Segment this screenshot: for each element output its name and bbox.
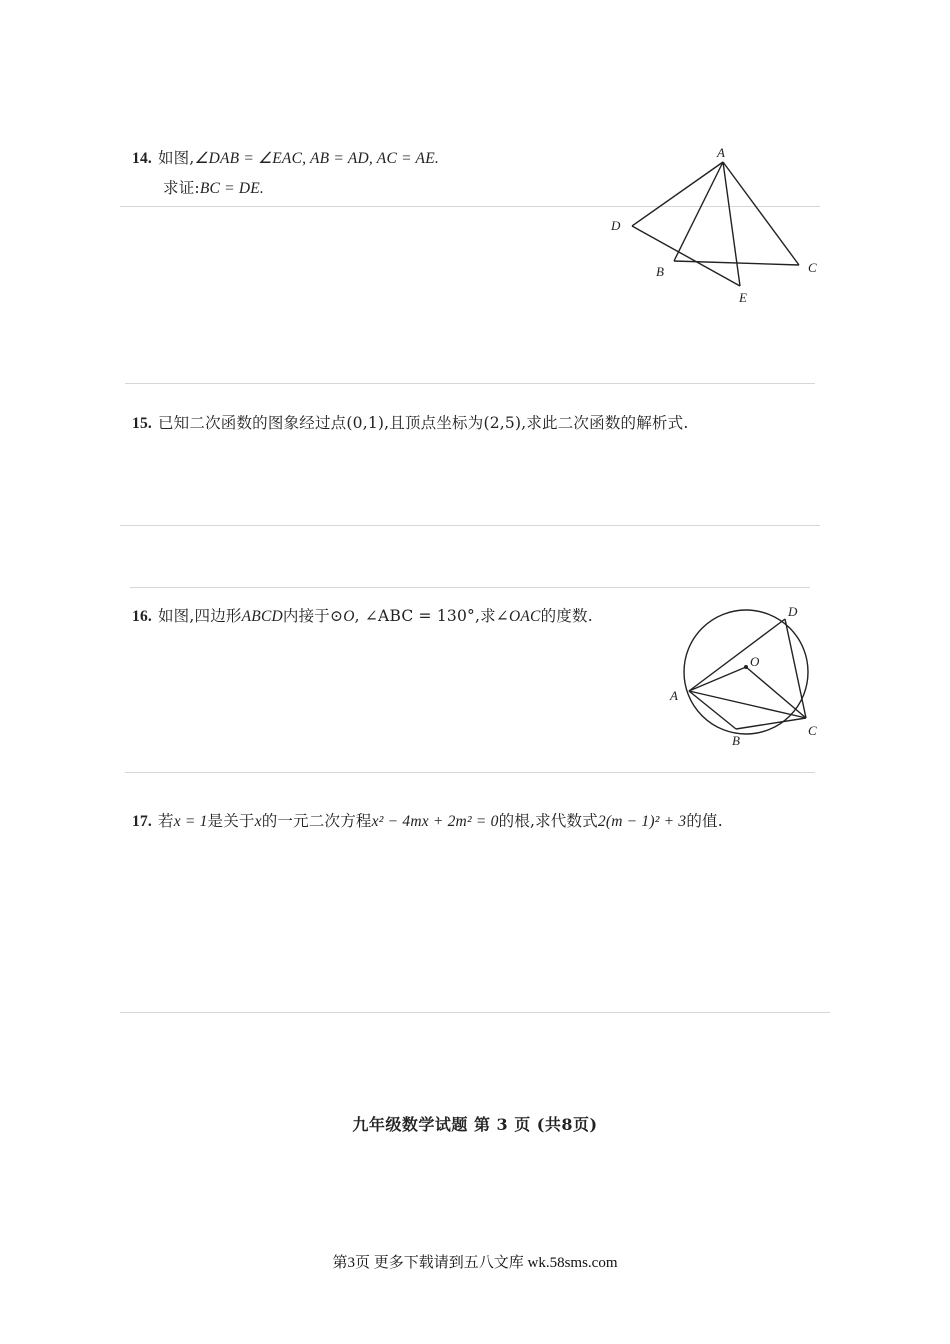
- question-math: O: [343, 608, 355, 625]
- question-math: ABCD: [241, 608, 283, 625]
- center-point-o: [744, 665, 748, 669]
- question-number: 16.: [132, 608, 152, 625]
- page-footer-title: 九年级数学试题 第 3 页 (共8页): [352, 1115, 598, 1134]
- question-17: [132, 809, 723, 834]
- question-math: OAC: [508, 608, 541, 625]
- label-c: C: [808, 260, 817, 275]
- question-text: 的度数.: [540, 607, 593, 625]
- scan-noise: [125, 383, 815, 384]
- question-number: 15.: [132, 415, 152, 432]
- segment-bc: [736, 718, 806, 729]
- question-text: 的根,求代数式: [498, 812, 598, 830]
- figure-16-inscribed-quadrilateral: [660, 595, 830, 755]
- question-text: 若: [157, 812, 174, 830]
- question-math: BC = DE.: [199, 180, 264, 197]
- scan-noise: [120, 1012, 830, 1013]
- label-c: C: [808, 723, 817, 738]
- question-text: 求证:: [163, 179, 200, 197]
- download-note: 第3页 更多下载请到五八文库 wk.58sms.com: [332, 1255, 618, 1271]
- segment-de: [632, 226, 740, 286]
- segment-ao: [689, 667, 746, 691]
- question-number: 17.: [132, 813, 152, 830]
- label-o: O: [750, 654, 760, 669]
- scan-noise: [125, 772, 815, 773]
- segment-ad: [689, 619, 785, 691]
- label-b: B: [732, 733, 740, 748]
- question-math: x = 1: [173, 813, 208, 830]
- question-text: 内接于⊙: [282, 607, 344, 625]
- question-text: 如图,: [157, 149, 195, 167]
- label-d: D: [611, 218, 621, 233]
- segment-ab: [674, 162, 723, 261]
- label-a: A: [670, 688, 678, 703]
- question-text: 的值.: [686, 812, 723, 830]
- scan-noise: [130, 587, 810, 588]
- question-text: 已知二次函数的图象经过点(0,1),且顶点坐标为(2,5),求此二次函数的解析式.: [157, 414, 689, 432]
- label-d: D: [788, 604, 798, 619]
- question-text: 是关于: [207, 812, 255, 830]
- question-number: 14.: [132, 150, 152, 167]
- question-16: [132, 604, 593, 629]
- question-text: , ∠ABC = 130°,求∠: [354, 607, 509, 625]
- label-b: B: [656, 264, 664, 279]
- question-text: 的一元二次方程: [261, 812, 372, 830]
- question-text: 如图,四边形: [157, 607, 242, 625]
- question-14: [132, 146, 439, 171]
- question-math: x: [254, 813, 262, 830]
- circle-o: [684, 610, 808, 734]
- segment-ad: [632, 162, 723, 226]
- question-math: ∠DAB = ∠EAC, AB = AD, AC = AE.: [194, 150, 439, 167]
- question-math: 2(m − 1)² + 3: [597, 813, 687, 830]
- question-14-line-2: [163, 176, 264, 201]
- label-e: E: [739, 290, 747, 305]
- scan-noise: [120, 525, 820, 526]
- label-a: A: [717, 145, 725, 160]
- figure-14-triangles: [600, 140, 830, 310]
- question-math: x² − 4mx + 2m² = 0: [371, 813, 499, 830]
- question-15: [132, 411, 688, 436]
